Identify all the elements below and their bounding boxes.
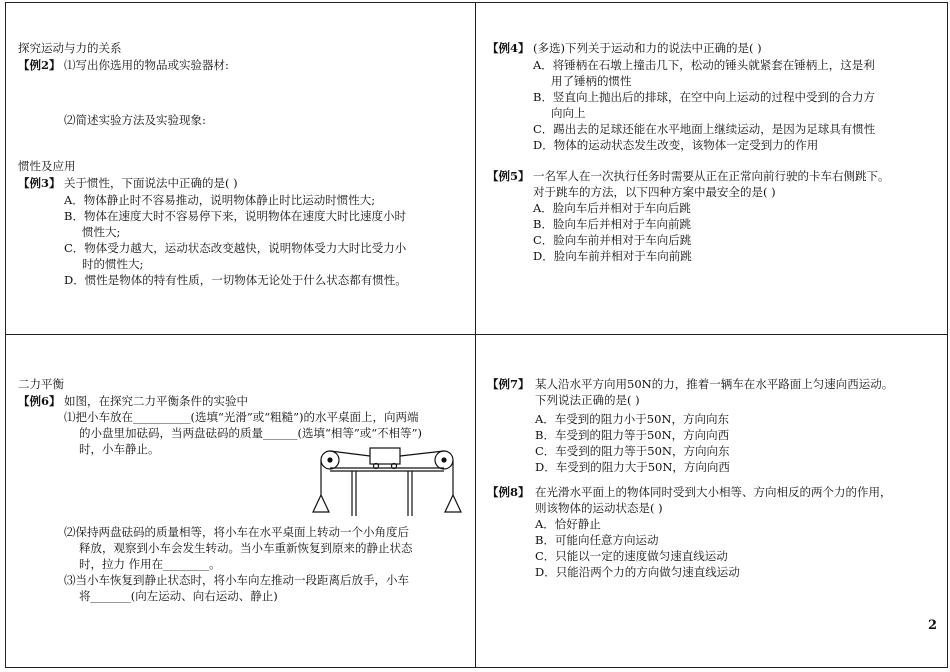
section-heading-equilibrium: 二力平衡: [18, 377, 64, 391]
horizontal-divider: [5, 334, 947, 335]
example-7-option-c: C．车受到的阻力等于50N，方向向东: [535, 444, 730, 458]
example-6-part-3-line1: ⑶当小车恢复到静止状态时，将小车向左推动一段距离后放手，小车: [64, 573, 409, 587]
example-4-option-b: B．竖直向上抛出后的排球，在空中向上运动的过程中受到的合力方: [533, 90, 875, 104]
example-6-part-1-line2: 的小盘里加砝码，当两盘砝码的质量______(选填“相等”或“不相等”): [79, 426, 422, 440]
example-3-option-a: A．物体静止时不容易推动，说明物体静止时比运动时惯性大;: [64, 193, 376, 207]
example-6-part-3-line2: 将_______(向左运动、向右运动、静止): [79, 589, 278, 603]
example-3-option-d: D．惯性是物体的特有性质，一切物体无论处于什么状态都有惯性。: [64, 273, 407, 287]
example-7-stem-line2: 下列说法正确的是( ): [535, 393, 640, 407]
example-8-label: 【例8】: [487, 485, 530, 499]
example-6-part-1-line1: ⑴把小车放在__________(选填“光滑”或“粗糙”)的水平桌面上，向两端: [64, 410, 419, 424]
example-6-part-2-line1: ⑵保持两盘砝码的质量相等，将小车在水平桌面上转动一个小角度后: [64, 525, 409, 539]
example-8-option-b: B．可能向任意方向运动: [535, 533, 659, 547]
example-6-stem: 如图，在探究二力平衡条件的实验中: [64, 394, 248, 408]
example-5-option-c: C．脸向车前并相对于车向后跳: [533, 233, 692, 247]
example-6-part-1-line3: 时，小车静止。: [79, 442, 160, 456]
example-4-stem: (多选)下列关于运动和力的说法中正确的是( ): [533, 41, 762, 55]
example-2-label: 【例2】: [18, 58, 61, 72]
example-8-option-a: A．恰好静止: [535, 517, 601, 531]
example-3-option-c: C．物体受力越大，运动状态改变越快，说明物体受力大时比受力小: [64, 241, 407, 255]
section-heading-inertia: 惯性及应用: [18, 159, 76, 173]
example-4-option-a-cont: 用了锤柄的惯性: [551, 74, 632, 88]
page-number: 2: [928, 618, 938, 633]
section-heading-motion-force: 探究运动与力的关系: [18, 41, 122, 55]
example-5-stem-line1: 一名军人在一次执行任务时需要从正在正常向前行驶的卡车右侧跳下。: [533, 169, 890, 183]
example-5-option-b: B．脸向车后并相对于车向前跳: [533, 217, 691, 231]
example-4-option-d: D．物体的运动状态发生改变，该物体一定受到力的作用: [533, 138, 819, 152]
example-5-stem-line2: 对于跳车的方法，以下四种方案中最安全的是( ): [533, 185, 776, 199]
example-5-label: 【例5】: [487, 169, 530, 183]
example-4-option-a: A．将锤柄在石墩上撞击几下，松动的锤头就紧套在锤柄上，这是利: [533, 58, 875, 72]
example-6-label: 【例6】: [18, 394, 61, 408]
example-8-option-d: D．只能沿两个力的方向做匀速直线运动: [535, 565, 740, 579]
example-3-stem: 关于惯性，下面说法中正确的是( ): [64, 176, 238, 190]
example-7-stem-line1: 某人沿水平方向用50N的力，推着一辆车在水平路面上匀速向西运动。: [535, 377, 894, 391]
example-5-option-d: D．脸向车前并相对于车向前跳: [533, 249, 692, 263]
example-7-label: 【例7】: [487, 377, 530, 391]
example-7-option-b: B．车受到的阻力等于50N，方向向西: [535, 428, 730, 442]
example-3-option-c-cont: 时的惯性大;: [82, 257, 144, 271]
equilibrium-apparatus-diagram: [310, 440, 465, 522]
example-3-option-b-cont: 惯性大;: [82, 225, 121, 239]
example-3-label: 【例3】: [18, 176, 61, 190]
example-8-stem-line1: 在光滑水平面上的物体同时受到大小相等、方向相反的两个力的作用，: [535, 485, 892, 499]
example-3-option-b: B．物体在速度大时不容易停下来，说明物体在速度大时比速度小时: [64, 209, 406, 223]
example-6-part-2-line3: 时，拉力 作用在________。: [79, 557, 221, 571]
example-7-option-a: A．车受到的阻力小于50N，方向向东: [535, 412, 729, 426]
example-2-part-1: ⑴写出你选用的物品或实验器材:: [64, 58, 229, 72]
example-7-option-d: D．车受到的阻力大于50N，方向向西: [535, 460, 730, 474]
example-4-option-b-cont: 向向上: [551, 106, 586, 120]
example-8-stem-line2: 则该物体的运动状态是( ): [535, 501, 663, 515]
example-2-part-2: ⑵简述实验方法及实验现象:: [64, 113, 206, 127]
example-6-part-2-line2: 释放，观察到小车会发生转动。当小车重新恢复到原来的静止状态: [79, 541, 413, 555]
example-4-label: 【例4】: [487, 41, 530, 55]
example-4-option-c: C．踢出去的足球还能在水平地面上继续运动，是因为足球具有惯性: [533, 122, 876, 136]
example-8-option-c: C．只能以一定的速度做匀速直线运动: [535, 549, 728, 563]
example-5-option-a: A．脸向车后并相对于车向后跳: [533, 201, 691, 215]
